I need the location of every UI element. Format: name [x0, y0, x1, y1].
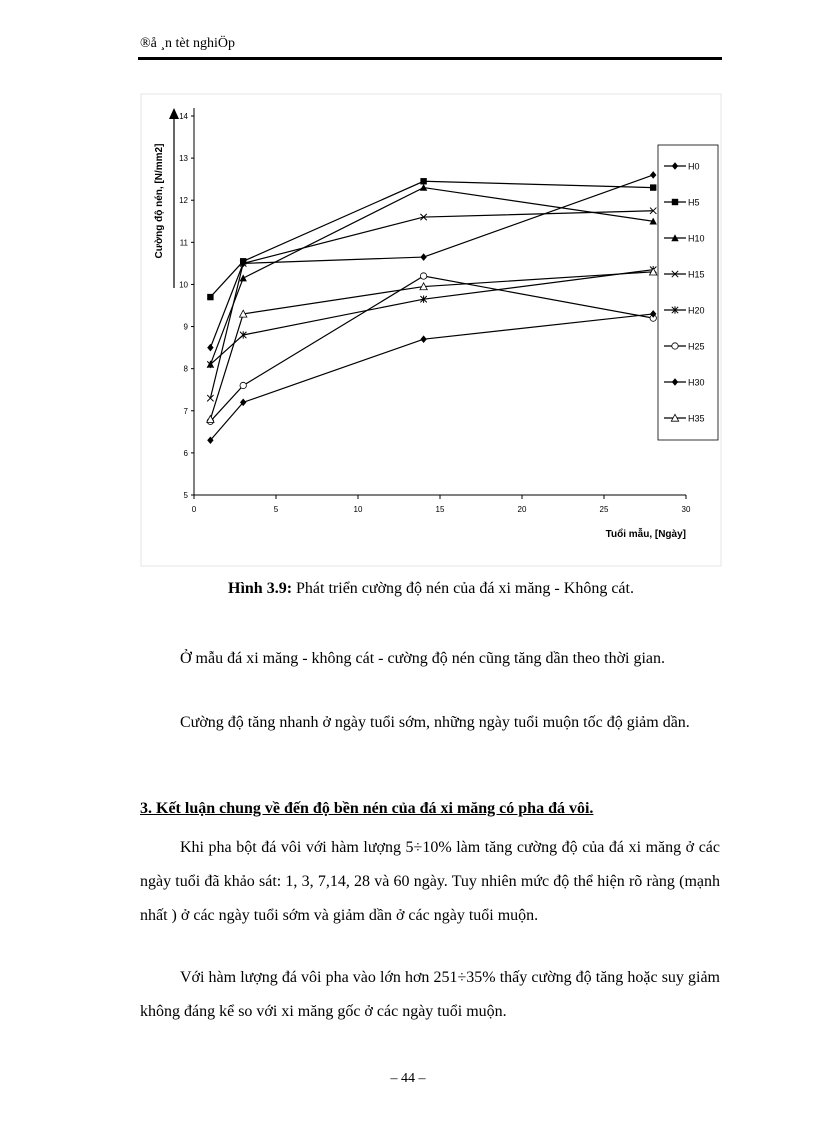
y-tick-label: 9 — [183, 322, 188, 332]
data-point-h5 — [650, 184, 656, 190]
x-tick-label: 5 — [273, 505, 279, 514]
y-tick-label: 6 — [183, 448, 188, 458]
x-axis-label: Tuổi mẫu, [Ngày] — [605, 529, 686, 540]
data-point-h10 — [420, 184, 427, 191]
legend-marker-h25 — [672, 343, 678, 349]
paragraph-3: Khi pha bột đá vôi với hàm lượng 5÷10% làm tăng cường độ của đá xi măng ở các ngày tuổi đã khảo sát: 1, 3, 7,14, 28 và 60 ngày. Tuy nhiên mức độ thể hiện rõ ràng (mạnh nhất ) ở các ngày tuổi sớm và giảm dần ở các ngày tuổi muộn. — [140, 839, 720, 924]
data-point-h25 — [240, 382, 246, 388]
legend-label-h10: H10 — [688, 233, 705, 244]
caption-text: Phát triển cường độ nén của đá xi măng - Không cát. — [292, 580, 634, 597]
x-tick-label: 10 — [353, 505, 363, 514]
caption-label: Hình 3.9: — [228, 580, 293, 597]
paragraph-1: Ở mẫu đá xi măng - không cát - cường độ nén cũng tăng dần theo thời gian. — [180, 650, 666, 667]
x-tick-label: 0 — [191, 505, 197, 514]
legend-label-h20: H20 — [688, 305, 705, 316]
section-heading: 3. Kết luận chung về đến độ bền nén của đá xi măng có pha đá vôi. — [140, 800, 594, 817]
y-tick-label: 8 — [183, 364, 188, 374]
legend-label-h35: H35 — [688, 413, 705, 424]
strength-chart — [140, 93, 722, 567]
x-tick-label: 25 — [599, 505, 609, 514]
paragraph-4: Với hàm lượng đá vôi pha vào lớn hơn 251÷35% thấy cường độ tăng hoặc suy giảm không đáng kể so với xi măng gốc ở các ngày tuổi muộn. — [140, 969, 720, 1020]
data-point-h0 — [420, 253, 426, 261]
y-tick-label: 12 — [179, 196, 188, 206]
x-tick-label: 30 — [681, 505, 691, 514]
page-number: – 44 – — [390, 1071, 426, 1086]
data-point-h20 — [207, 361, 213, 368]
data-point-h5 — [420, 178, 426, 184]
page-header: ®å ¸n tèt nghiÖp — [140, 36, 236, 51]
data-point-h25 — [420, 273, 426, 279]
legend-label-h15: H15 — [688, 269, 705, 280]
y-tick-label: 7 — [183, 406, 188, 416]
y-tick-label: 10 — [179, 280, 188, 290]
legend-label-h5: H5 — [688, 197, 700, 208]
data-point-h5 — [207, 294, 213, 300]
legend-box — [658, 145, 718, 440]
data-point-h0 — [650, 171, 656, 179]
y-axis-arrowhead — [169, 108, 179, 119]
y-tick-label: 13 — [179, 154, 188, 164]
series-line-h30 — [210, 314, 653, 440]
legend-marker-h5 — [672, 199, 678, 205]
legend-label-h0: H0 — [688, 161, 700, 172]
legend-label-h25: H25 — [688, 341, 705, 352]
y-axis-label: Cường độ nén, [N/mm2] — [154, 143, 165, 259]
series-line-h35 — [210, 272, 653, 419]
x-tick-label: 15 — [435, 505, 445, 514]
chart-container — [140, 93, 722, 567]
y-tick-label: 11 — [179, 238, 188, 248]
series-line-h20 — [210, 270, 653, 365]
series-line-h15 — [210, 211, 653, 398]
data-point-h30 — [420, 335, 426, 343]
x-tick-label: 20 — [517, 505, 527, 514]
y-tick-label: 14 — [179, 112, 188, 121]
legend-label-h30: H30 — [688, 377, 705, 388]
data-point-h0 — [207, 344, 213, 352]
paragraph-2: Cường độ tăng nhanh ở ngày tuổi sớm, những ngày tuổi muộn tốc độ giảm dần. — [180, 714, 690, 731]
figure-caption — [140, 580, 722, 598]
header-divider — [138, 57, 722, 60]
y-tick-label: 5 — [183, 491, 188, 500]
